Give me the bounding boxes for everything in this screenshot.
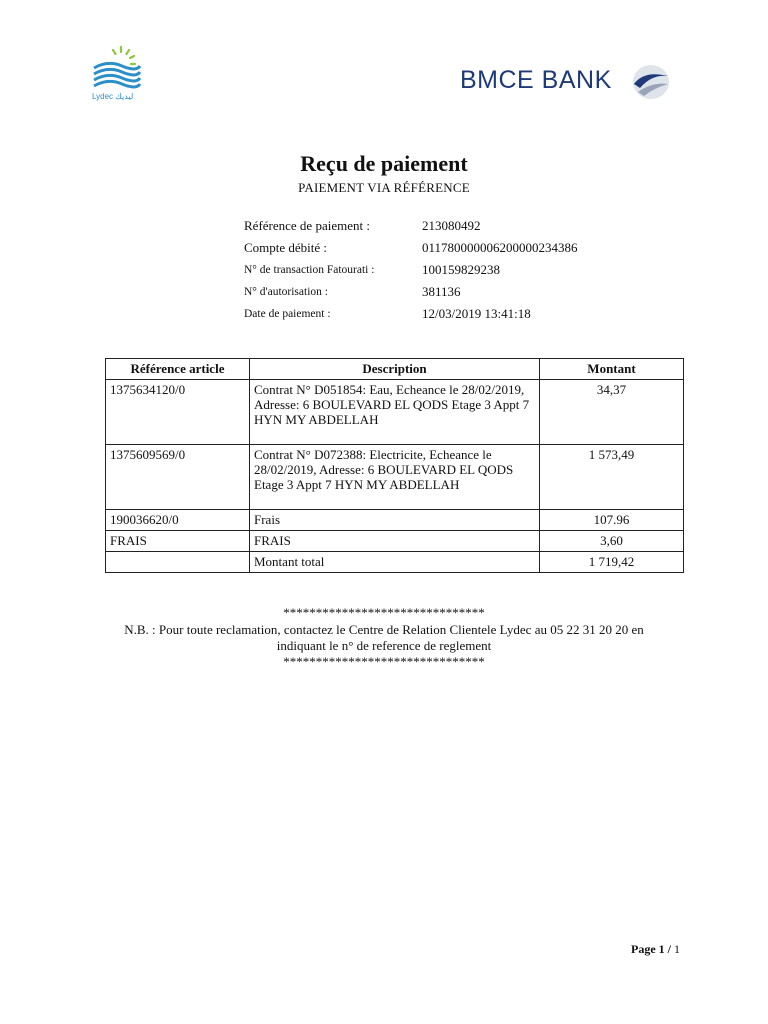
page-subtitle: PAIEMENT VIA RÉFÉRENCE: [298, 180, 470, 195]
info-row-account: [244, 240, 684, 260]
info-label: N° de transaction Fatourati :: [244, 264, 375, 276]
cell-description: Frais: [250, 510, 540, 531]
note-stars-bottom: *******************************: [283, 654, 485, 669]
bmce-bank-logo: [460, 62, 672, 102]
info-label: Date de paiement :: [244, 308, 331, 320]
info-row-authorization: [244, 284, 684, 304]
info-value: 381136: [422, 284, 461, 299]
table-header-row: [106, 359, 684, 380]
cell-description: Contrat N° D072388: Electricite, Echeance le 28/02/2019, Adresse: 6 BOULEVARD EL QODS Etage 3 Appt 7 HYN MY ABDELLAH: [250, 445, 540, 510]
page-number: [600, 942, 680, 957]
page-title: Reçu de paiement: [300, 151, 468, 176]
cell-reference: 1375634120/0: [106, 380, 250, 445]
cell-reference: FRAIS: [106, 531, 250, 552]
table-row: [106, 380, 684, 445]
cell-reference: 190036620/0: [106, 510, 250, 531]
note-stars-top: *******************************: [283, 605, 485, 620]
info-label: Référence de paiement :: [244, 218, 370, 233]
table-row: [106, 445, 684, 510]
info-value: 12/03/2019 13:41:18: [422, 306, 531, 321]
info-value: 213080492: [422, 218, 481, 233]
column-header-description: Description: [250, 359, 540, 380]
cell-amount: 107.96: [540, 510, 684, 531]
page-total: 1: [674, 942, 680, 956]
cell-description: FRAIS: [250, 531, 540, 552]
cell-amount: 34,37: [540, 380, 684, 445]
lydec-logo-icon: [88, 44, 144, 102]
table-row: [106, 531, 684, 552]
info-label: Compte débité :: [244, 240, 328, 255]
info-row-reference: [244, 218, 684, 238]
articles-table: [105, 358, 684, 573]
note-line-2: indiquant le n° de reference de reglement: [276, 638, 492, 653]
info-value: 011780000006200000234386: [422, 240, 578, 255]
info-value: 100159829238: [422, 262, 500, 277]
table-row-total: [106, 552, 684, 573]
page-label: Page 1 /: [631, 942, 671, 956]
lydec-logo-text: Lydec ليديك: [92, 92, 134, 101]
cell-reference: [106, 552, 250, 573]
cell-total-amount: 1 719,42: [540, 552, 684, 573]
column-header-amount: Montant: [540, 359, 684, 380]
bmce-swoosh-icon: [630, 62, 672, 102]
cell-amount: 1 573,49: [540, 445, 684, 510]
cell-description: Contrat N° D051854: Eau, Echeance le 28/02/2019, Adresse: 6 BOULEVARD EL QODS Etage 3 Appt 7 HYN MY ABDELLAH: [250, 380, 540, 445]
column-header-reference: Référence article: [106, 359, 250, 380]
note-line-1: N.B. : Pour toute reclamation, contactez le Centre de Relation Clientele Lydec au 05 22 31 20 20 en: [124, 622, 644, 637]
info-row-transaction: [244, 262, 684, 282]
cell-amount: 3,60: [540, 531, 684, 552]
info-label: N° d'autorisation :: [244, 286, 328, 298]
cell-reference: 1375609569/0: [106, 445, 250, 510]
cell-total-label: Montant total: [250, 552, 540, 573]
bank-name: BMCE BANK: [460, 66, 612, 94]
info-row-date: [244, 306, 684, 326]
table-row: [106, 510, 684, 531]
lydec-logo: [88, 44, 144, 102]
